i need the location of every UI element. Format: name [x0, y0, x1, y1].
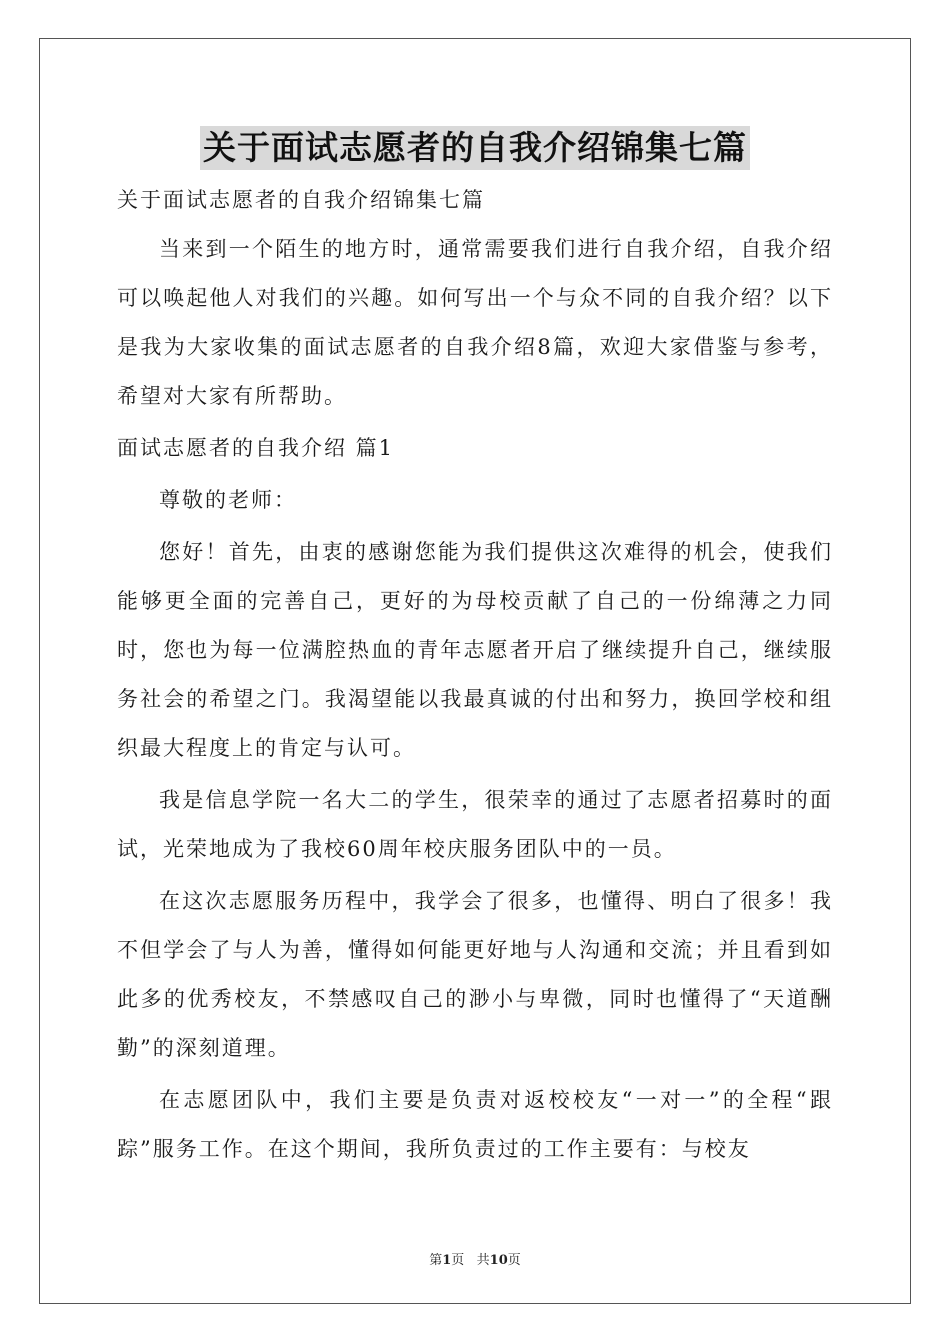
page-prefix: 第	[429, 1253, 443, 1268]
page-mid: 页 共	[451, 1253, 490, 1268]
title-container	[0, 126, 950, 170]
page-footer	[0, 1249, 950, 1268]
intro-paragraph: 当来到一个陌生的地方时，通常需要我们进行自我介绍，自我介绍可以唤起他人对我们的兴趣。如何写出一个与众不同的自我介绍？以下是我为大家收集的面试志愿者的自我介绍8篇，欢迎大家借鉴与参考，希望对大家有所帮助。	[117, 237, 833, 408]
body-paragraph-2: 我是信息学院一名大二的学生，很荣幸的通过了志愿者招募时的面试，光荣地成为了我校60周年校庆服务团队中的一员。	[117, 788, 833, 861]
subtitle: 关于面试志愿者的自我介绍锦集七篇	[117, 188, 485, 212]
body-paragraph-1: 您好！首先，由衷的感谢您能为我们提供这次难得的机会，使我们能够更全面的完善自己，更好的为母校贡献了自己的一份绵薄之力同时，您也为每一位满腔热血的青年志愿者开启了继续提升自己，继续服务社会的希望之门。我渴望能以我最真诚的付出和努力，换回学校和组织最大程度上的肯定与认可。	[117, 540, 833, 760]
body-paragraph-3: 在这次志愿服务历程中，我学会了很多，也懂得、明白了很多！我不但学会了与人为善，懂得如何能更好地与人沟通和交流；并且看到如此多的优秀校友，不禁感叹自己的渺小与卑微，同时也懂得了“天道酬勤”的深刻道理。	[117, 889, 833, 1060]
page-suffix: 页	[507, 1253, 521, 1268]
body-paragraph-4: 在志愿团队中，我们主要是负责对返校校友“一对一”的全程“跟踪”服务工作。在这个期间，我所负责过的工作主要有：与校友	[117, 1088, 833, 1161]
document-body	[117, 176, 833, 1177]
page-total: 10	[489, 1253, 508, 1268]
salutation: 尊敬的老师：	[159, 488, 297, 512]
document-title: 关于面试志愿者的自我介绍锦集七篇	[200, 126, 750, 170]
page-current: 1	[442, 1253, 452, 1268]
section-heading: 面试志愿者的自我介绍 篇1	[117, 436, 395, 460]
